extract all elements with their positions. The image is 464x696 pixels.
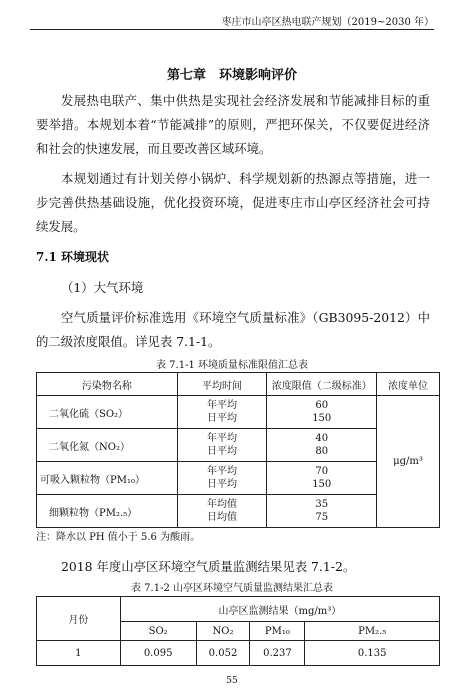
average-period-cell xyxy=(177,429,267,462)
table-row xyxy=(37,396,440,429)
monitoring-table xyxy=(36,596,440,666)
month-cell: 1 xyxy=(37,641,121,666)
average-period: 年均值 xyxy=(207,499,238,510)
paragraph-intro: 发展热电联产、集中供热是实现社会经济发展和节能减排目标的重要举措。本规划本着“节能减排”的原则，严把环保关，不仅要促进经济和社会的快速发展，而且要改善区域环境。 xyxy=(36,93,430,156)
paragraph-measures: 本规划通过有计划关停小锅炉、科学规划新的热源点等措施，进一步完善供热基础设施，优化投资环境，促进枣庄市山亭区经济社会可持续发展。 xyxy=(36,171,430,234)
limit-value: 35 xyxy=(315,499,329,510)
limit-value: 60 xyxy=(315,400,329,411)
average-period: 年平均 xyxy=(207,466,238,477)
pollutant-name: 二氧化硫（SO₂） xyxy=(37,396,178,429)
limit-cell xyxy=(267,429,377,462)
average-period: 日均值 xyxy=(207,512,238,523)
average-period: 年平均 xyxy=(207,400,238,411)
average-period-cell xyxy=(177,462,267,495)
page-number: 55 xyxy=(226,676,238,686)
section-heading: 7.1 环境现状 xyxy=(36,250,110,264)
table2-header-row xyxy=(37,597,440,622)
table-row xyxy=(37,641,440,666)
average-period: 年平均 xyxy=(207,433,238,444)
table1-header-cell: 污染物名称 xyxy=(37,373,178,396)
limit-cell xyxy=(267,396,377,429)
average-period-cell xyxy=(177,495,267,528)
table1-header-cell: 浓度限值（二级标准） xyxy=(267,373,377,396)
value-cell: 0.052 xyxy=(196,641,250,666)
limit-value: 70 xyxy=(315,466,329,477)
limit-cell xyxy=(267,495,377,528)
pollutant-header: SO₂ xyxy=(120,622,196,641)
limit-value: 40 xyxy=(315,433,329,444)
group-header: 山亭区监测结果（mg/m³） xyxy=(120,597,439,622)
paragraph-monitoring: 2018 年度山亭区环境空气质量监测结果见表 7.1-2。 xyxy=(61,559,356,574)
pollutant-name: 细颗粒物（PM₂.₅） xyxy=(37,495,178,528)
limit-value: 80 xyxy=(315,446,329,457)
limit-value: 150 xyxy=(312,479,332,490)
unit-cell: μg/m³ xyxy=(377,396,440,528)
month-header: 月份 xyxy=(37,597,121,641)
limit-cell xyxy=(267,462,377,495)
table-note: 注：降水以 PH 值小于 5.6 为酸雨。 xyxy=(36,532,201,543)
table1-header-cell: 平均时间 xyxy=(177,373,267,396)
average-period-cell xyxy=(177,396,267,429)
standards-table xyxy=(36,372,440,528)
pollutant-header: PM₂.₅ xyxy=(305,622,440,641)
table1-header-cell: 浓度单位 xyxy=(377,373,440,396)
table2-caption: 表 7.1-2 山亭区环境空气质量监测结果汇总表 xyxy=(130,583,333,594)
paragraph-standard: 空气质量评价标准选用《环境空气质量标准》（GB3095-2012）中的二级浓度限值。详见表 7.1-1。 xyxy=(36,310,430,349)
limit-value: 75 xyxy=(315,512,329,523)
subsection-heading: （1）大气环境 xyxy=(61,280,144,295)
pollutant-header: PM₁₀ xyxy=(250,622,305,641)
average-period: 日平均 xyxy=(207,446,238,457)
pollutant-name: 可吸入颗粒物（PM₁₀） xyxy=(37,462,178,495)
value-cell: 0.237 xyxy=(250,641,305,666)
running-header: 枣庄市山亭区热电联产规划（2019~2030 年） xyxy=(30,13,434,30)
table1-header-row xyxy=(37,373,440,396)
chapter-title: 第七章 环境影响评价 xyxy=(166,68,297,83)
value-cell: 0.135 xyxy=(305,641,440,666)
pollutant-header: NO₂ xyxy=(196,622,250,641)
average-period: 日平均 xyxy=(207,413,238,424)
limit-value: 150 xyxy=(312,413,332,424)
table1-caption: 表 7.1-1 环境质量标准限值汇总表 xyxy=(155,360,308,371)
value-cell: 0.095 xyxy=(120,641,196,666)
average-period: 日平均 xyxy=(207,479,238,490)
pollutant-name: 二氧化氮（NO₂） xyxy=(37,429,178,462)
